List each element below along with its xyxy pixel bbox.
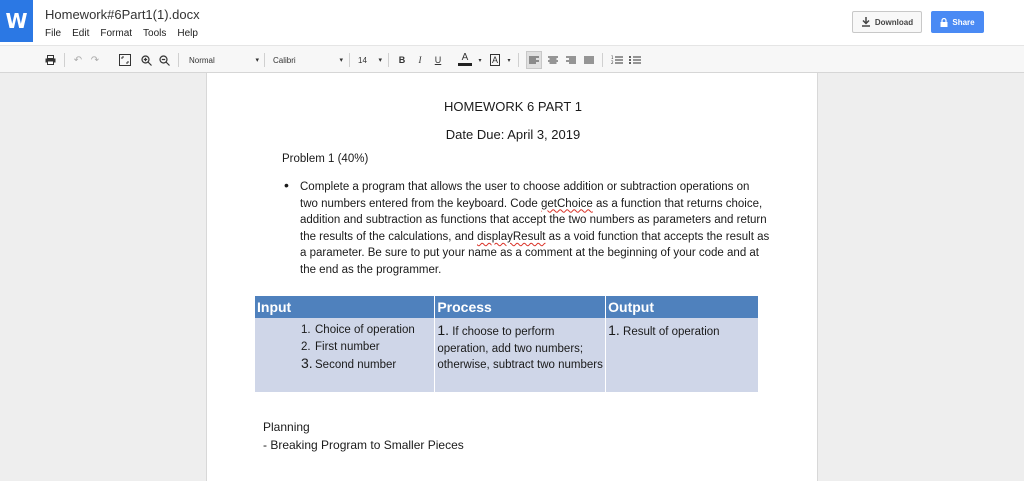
font-size-select[interactable] bbox=[358, 51, 382, 69]
list-number: 1. bbox=[437, 322, 450, 338]
highlight-glyph: A bbox=[491, 55, 498, 65]
lock-icon bbox=[940, 18, 948, 27]
undo-icon[interactable]: ↶ bbox=[73, 54, 83, 66]
list-item bbox=[301, 322, 432, 339]
spellcheck-word[interactable]: displayResult bbox=[477, 230, 546, 243]
chevron-down-icon[interactable]: ▾ bbox=[478, 57, 482, 64]
table-row bbox=[255, 318, 759, 392]
input-list bbox=[257, 322, 432, 374]
print-icon[interactable] bbox=[43, 51, 57, 69]
table-header-input: Input bbox=[255, 296, 435, 318]
description-text: Complete a program that allows the user to choose addition or subtraction operations on two numbers entered from the keyboard. Code bbox=[300, 181, 750, 210]
problem-title: Problem 1 (40%) bbox=[282, 153, 369, 165]
svg-text:2: 2 bbox=[611, 60, 614, 65]
toolbar-divider bbox=[518, 53, 519, 67]
document-heading: HOMEWORK 6 PART 1 bbox=[444, 99, 582, 114]
list-number: 3. bbox=[301, 355, 313, 371]
chevron-down-icon[interactable]: ▾ bbox=[507, 57, 511, 64]
list-number: 2. bbox=[301, 340, 311, 353]
process-text: If choose to perform operation, add two numbers; otherwise, subtract two numbers bbox=[437, 326, 603, 371]
document-title[interactable]: Homework#6Part1(1).docx bbox=[45, 7, 200, 22]
description-text: as a function that returns choice, addition and subtraction as functions that accept the two numbers as parameters and return the results of the calculations, and bbox=[300, 197, 767, 243]
toolbar-divider bbox=[388, 53, 389, 67]
list-item-text: Second number bbox=[315, 359, 397, 371]
bullet-icon: • bbox=[284, 177, 289, 193]
list-number: 1. bbox=[608, 322, 620, 338]
planning-item: - Breaking Program to Smaller Pieces bbox=[263, 438, 464, 452]
highlight-color-button[interactable] bbox=[488, 51, 502, 69]
download-label: Download bbox=[874, 17, 914, 27]
text-color-button[interactable]: A bbox=[458, 51, 472, 66]
font-select[interactable] bbox=[273, 51, 343, 69]
zoom-in-icon[interactable] bbox=[140, 51, 152, 69]
menu-help[interactable]: Help bbox=[177, 28, 198, 39]
app-logo[interactable]: W bbox=[0, 0, 33, 42]
table-header-process: Process bbox=[435, 296, 606, 318]
ipo-table bbox=[255, 296, 759, 392]
download-icon bbox=[861, 17, 871, 27]
input-cell bbox=[255, 318, 435, 392]
table-header-row bbox=[255, 296, 759, 318]
document-page[interactable] bbox=[206, 73, 818, 481]
app-header bbox=[0, 0, 1024, 45]
style-select[interactable] bbox=[189, 51, 259, 69]
table-header-output: Output bbox=[606, 296, 759, 318]
planning-heading: Planning bbox=[263, 420, 310, 434]
toolbar-divider bbox=[264, 53, 265, 67]
output-cell bbox=[606, 318, 759, 392]
chevron-down-icon: ▾ bbox=[378, 57, 382, 64]
menu-tools[interactable]: Tools bbox=[143, 28, 167, 39]
font-select-value: Calibri bbox=[273, 55, 296, 65]
redo-icon[interactable]: ↷ bbox=[90, 54, 100, 66]
spellcheck-word[interactable]: getChoice bbox=[541, 197, 593, 210]
zoom-out-icon[interactable] bbox=[158, 51, 170, 69]
formatting-toolbar bbox=[0, 45, 1024, 73]
bulleted-list-icon[interactable] bbox=[628, 51, 642, 69]
share-button[interactable] bbox=[931, 11, 984, 33]
process-cell bbox=[435, 318, 606, 392]
chevron-down-icon: ▾ bbox=[339, 57, 343, 64]
list-number: 1. bbox=[301, 324, 311, 336]
share-label: Share bbox=[952, 17, 975, 27]
toolbar-divider bbox=[349, 53, 350, 67]
list-item-text: First number bbox=[315, 340, 380, 353]
toolbar-divider bbox=[64, 53, 65, 67]
toolbar-divider bbox=[602, 53, 603, 67]
download-button[interactable] bbox=[852, 11, 922, 33]
underline-button[interactable]: U bbox=[434, 55, 442, 65]
list-item-text: Choice of operation bbox=[315, 324, 415, 336]
fit-page-icon[interactable] bbox=[118, 51, 132, 69]
numbered-list-icon[interactable] bbox=[610, 51, 624, 69]
align-justify-icon[interactable] bbox=[582, 51, 596, 69]
menu-file[interactable]: File bbox=[45, 28, 62, 39]
italic-button[interactable]: I bbox=[418, 55, 422, 65]
menu-bar bbox=[45, 28, 209, 39]
list-item bbox=[301, 339, 432, 356]
toolbar-divider bbox=[178, 53, 179, 67]
chevron-down-icon: ▾ bbox=[255, 57, 259, 64]
align-center-icon[interactable] bbox=[546, 51, 560, 69]
description-text: as a void function that accepts the result as a parameter. Be sure to put your name as a comment at the beginning of your code and at the end as the programmer. bbox=[300, 230, 770, 276]
bold-button[interactable]: B bbox=[398, 55, 406, 65]
output-text: Result of operation bbox=[623, 326, 720, 338]
svg-text:1: 1 bbox=[611, 55, 614, 60]
list-item bbox=[301, 355, 432, 374]
problem-description bbox=[300, 179, 770, 279]
menu-format[interactable]: Format bbox=[100, 28, 133, 39]
align-left-icon[interactable] bbox=[526, 51, 542, 69]
menu-edit[interactable]: Edit bbox=[72, 28, 90, 39]
due-date: Date Due: April 3, 2019 bbox=[445, 127, 581, 142]
style-select-value: Normal bbox=[189, 55, 215, 65]
font-size-value: 14 bbox=[358, 55, 367, 65]
align-right-icon[interactable] bbox=[564, 51, 578, 69]
